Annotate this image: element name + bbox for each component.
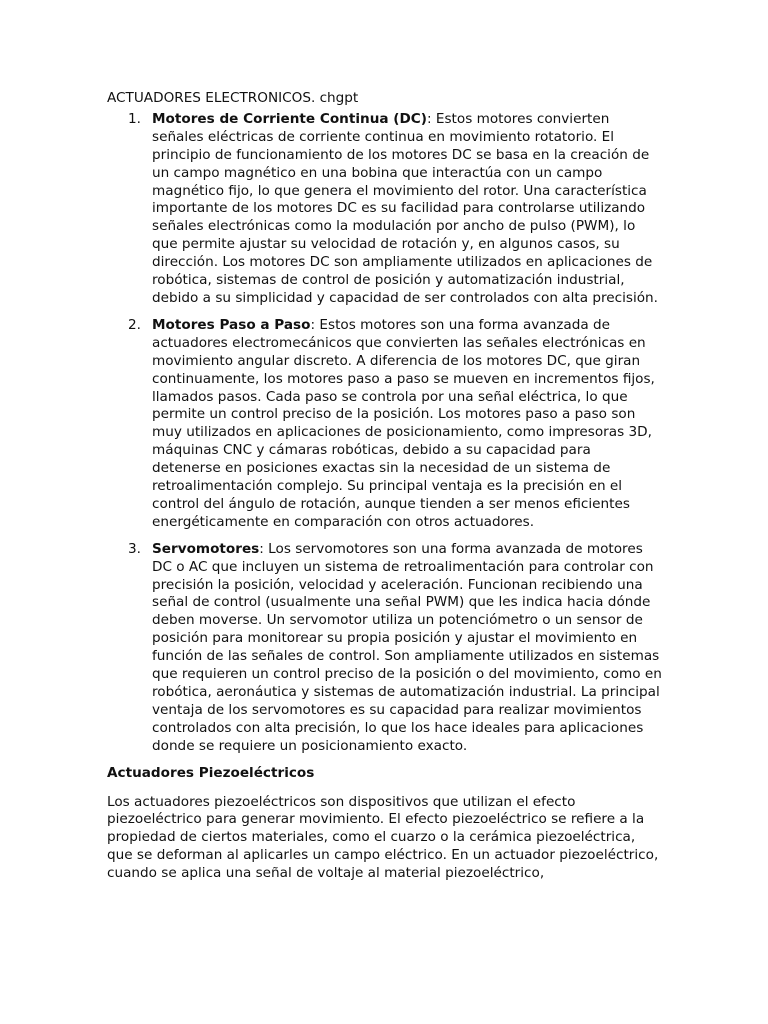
- section-heading: Actuadores Piezoeléctricos: [107, 764, 315, 781]
- document-title: ACTUADORES ELECTRONICOS. chgpt: [107, 90, 359, 106]
- list-item: [107, 541, 663, 756]
- list-item-title: Motores de Corriente Continua (DC): [152, 110, 427, 127]
- list-item-text: : Estos motores son una forma avanzada de actuadores electromecánicos que convierten las señales electrónicas en movimiento angular discreto. A diferencia de los motores DC, que giran continuamente, los motores paso a paso se mueven en incrementos fijos, llamados pasos. Cada paso se controla por una señal eléctrica, lo que permite un control preciso de la posición. Los motores paso a paso son muy utilizados en aplicaciones de posicionamiento, como impresoras 3D, máquinas CNC y cámaras robóticas, debido a su capacidad para detenerse en posiciones exactas sin la necesidad de un sistema de retroalimentación complejo. Su principal ventaja es la precisión en el control del ángulo de rotación, aunque tienden a ser menos eficientes energéticamente en comparación con otros actuadores.: [152, 316, 655, 530]
- list-number: 3.: [128, 540, 141, 557]
- actuator-list: [107, 111, 663, 756]
- list-item: [107, 317, 663, 532]
- list-number: 2.: [128, 316, 141, 333]
- list-item-text: : Estos motores convierten señales eléctricas de corriente continua en movimiento rotatorio. El principio de funcionamiento de los motores DC se basa en la creación de un campo magnético en una bobina que interactúa con un campo magnético fijo, lo que genera el movimiento del rotor. Una característica importante de los motores DC es su facilidad para controlarse utilizando señales electrónicas como la modulación por ancho de pulso (PWM), lo que permite ajustar su velocidad de rotación y, en algunos casos, su dirección. Los motores DC son ampliamente utilizados en aplicaciones de robótica, sistemas de control de posición y automatización industrial, debido a su simplicidad y capacidad de ser controlados con alta precisión.: [152, 110, 658, 306]
- list-item: [107, 111, 663, 308]
- list-item-title: Motores Paso a Paso: [152, 316, 311, 333]
- section-paragraph: Los actuadores piezoeléctricos son dispositivos que utilizan el efecto piezoeléctrico para generar movimiento. El efecto piezoeléctrico se refiere a la propiedad de ciertos materiales, como el cuarzo o la cerámica piezoeléctrica, que se deforman al aplicarles un campo eléctrico. En un actuador piezoeléctrico, cuando se aplica una señal de voltaje al material piezoeléctrico,: [107, 793, 659, 882]
- document-page: [107, 90, 663, 883]
- list-item-title: Servomotores: [152, 540, 260, 557]
- list-number: 1.: [128, 110, 141, 127]
- list-item-text: : Los servomotores son una forma avanzada de motores DC o AC que incluyen un sistema de retroalimentación para controlar con precisión la posición, velocidad y aceleración. Funcionan recibiendo una señal de control (usualmente una señal PWM) que les indica hacia dónde deben moverse. Un servomotor utiliza un potenciómetro o un sensor de posición para monitorear su propia posición y ajustar el movimiento en función de las señales de control. Son ampliamente utilizados en sistemas que requieren un control preciso de la posición o del movimiento, como en robótica, aeronáutica y sistemas de automatización industrial. La principal ventaja de los servomotores es su capacidad para realizar movimientos controlados con alta precisión, lo que los hace ideales para aplicaciones donde se requiere un posicionamiento exacto.: [152, 540, 662, 754]
